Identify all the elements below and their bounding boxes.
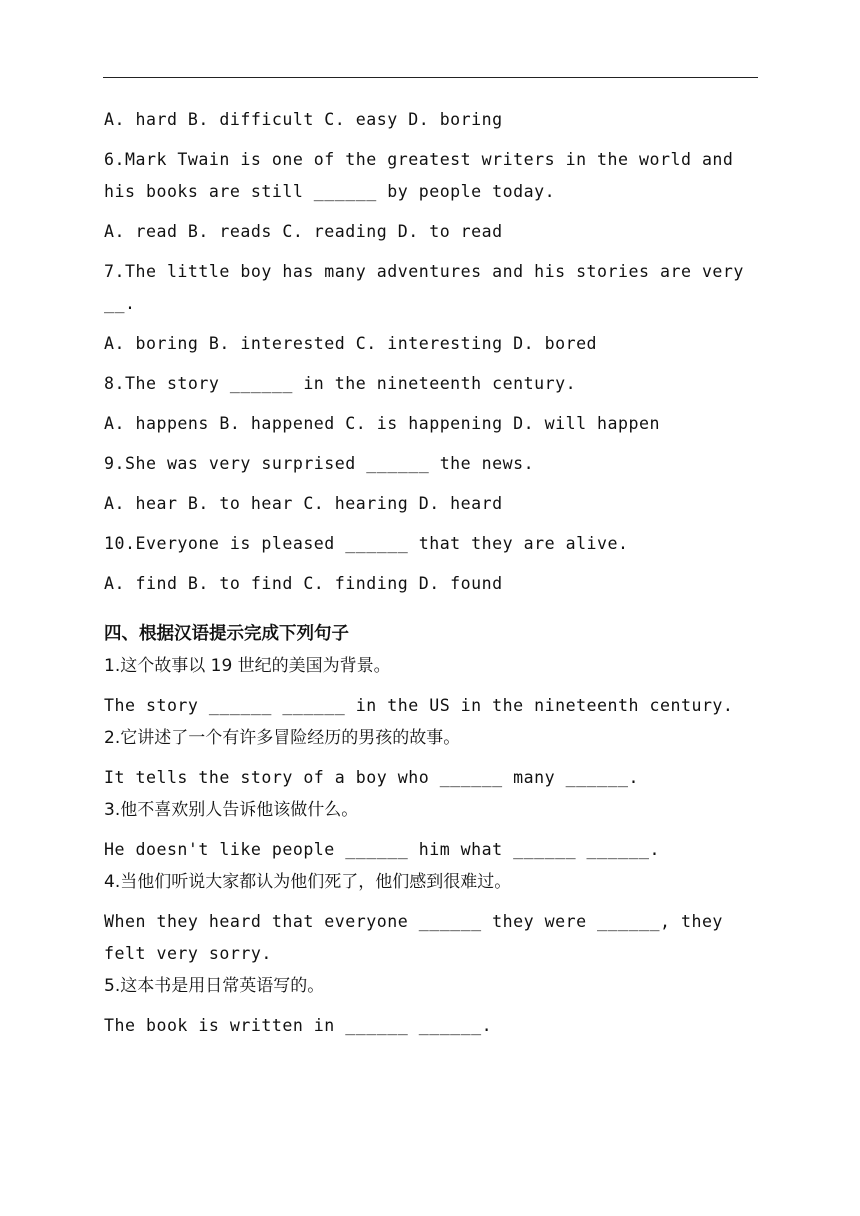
q9-text: 9.She was very surprised ______ the news. [104, 454, 535, 473]
s4-item1-answer: The story ______ ______ in the US in the nineteenth century. [104, 696, 734, 715]
q5-options: A. hard B. difficult C. easy D. boring [104, 110, 503, 129]
s4-item5-answer: The book is written in ______ ______. [104, 1016, 493, 1035]
q10-text: 10.Everyone is pleased ______ that they are alive. [104, 534, 629, 553]
q8-options: A. happens B. happened C. is happening D. will happen [104, 414, 660, 433]
s4-item1-prompt: 1.这个故事以 19 世纪的美国为背景。 [104, 656, 391, 676]
section4-heading: 四、根据汉语提示完成下列句子 [104, 624, 349, 644]
q9-options: A. hear B. to hear C. hearing D. heard [104, 494, 503, 513]
q10-options: A. find B. to find C. finding D. found [104, 574, 503, 593]
q6-options: A. read B. reads C. reading D. to read [104, 222, 503, 241]
s4-item3-prompt: 3.他不喜欢别人告诉他该做什么。 [104, 800, 359, 820]
s4-item4-answer: When they heard that everyone ______ they were ______, they felt very sorry. [104, 912, 734, 963]
header-rule [103, 77, 758, 78]
s4-item2-prompt: 2.它讲述了一个有许多冒险经历的男孩的故事。 [104, 728, 461, 748]
s4-item2-answer: It tells the story of a boy who ______ many ______. [104, 768, 640, 787]
q7-text: 7.The little boy has many adventures and his stories are very __. [104, 262, 755, 313]
s4-item4-prompt: 4.当他们听说大家都认为他们死了，他们感到很难过。 [104, 872, 512, 892]
worksheet-page [104, 104, 754, 1042]
q6-text: 6.Mark Twain is one of the greatest writers in the world and his books are still ______ by people today. [104, 150, 744, 201]
s4-item3-answer: He doesn't like people ______ him what ______ ______. [104, 840, 660, 859]
s4-item5-prompt: 5.这本书是用日常英语写的。 [104, 976, 325, 996]
q8-text: 8.The story ______ in the nineteenth century. [104, 374, 577, 393]
q7-options: A. boring B. interested C. interesting D. bored [104, 334, 598, 353]
